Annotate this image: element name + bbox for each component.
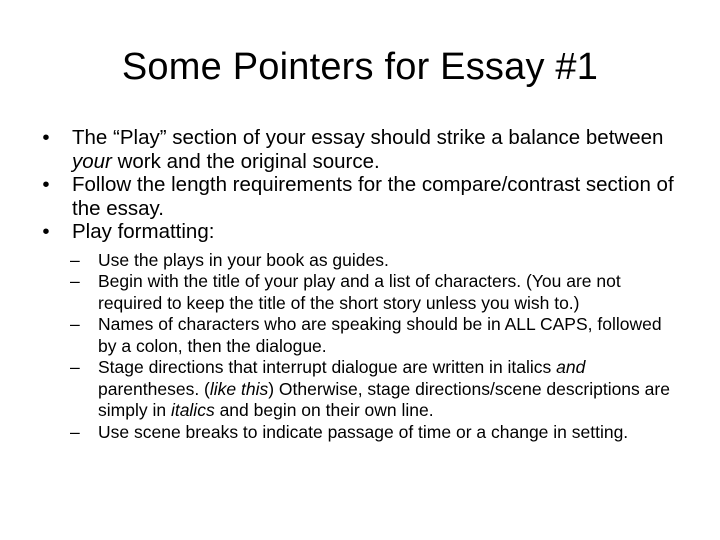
- text-run: Follow the length requirements for the compare/contrast section of the essay.: [72, 173, 674, 220]
- text-run: Play formatting:: [72, 220, 215, 243]
- sub-bullet-text: [98, 271, 621, 313]
- italic-text: and: [556, 357, 586, 377]
- dash-icon: –: [70, 357, 80, 377]
- italic-text: italics: [170, 400, 215, 420]
- text-run: Use the plays in your book as guides.: [98, 249, 389, 270]
- text-run: Stage directions that interrupt dialogue are written in italics: [98, 357, 557, 377]
- bullet-icon: •: [42, 173, 50, 196]
- dash-icon: –: [70, 421, 80, 442]
- italic-text: like this: [209, 378, 269, 399]
- text-run: Begin with the title of your play and a list of characters. (You are not required to keep the title of the short story unless you wish to.): [98, 271, 621, 313]
- text-run: parentheses. (: [98, 378, 210, 399]
- text-run: Names of characters who are speaking should be in ALL CAPS, followed by a colon, then the dialogue.: [98, 314, 662, 356]
- text-run: Use scene breaks to indicate passage of time or a change in setting.: [98, 421, 629, 442]
- sub-bullet-item: [36, 357, 676, 422]
- text-run: ) Otherwise, stage directions/scene descriptions are simply in: [98, 378, 670, 420]
- text-run: The “Play” section of your essay should strike a balance between: [72, 126, 664, 149]
- bullet-text: [72, 173, 674, 220]
- text-run: work and the original source.: [111, 149, 380, 173]
- bullet-item: [36, 220, 676, 244]
- bullet-icon: •: [42, 126, 50, 149]
- bullet-icon: •: [42, 220, 50, 243]
- slide-title: Some Pointers for Essay #1: [121, 46, 599, 88]
- italic-text: your: [72, 149, 112, 173]
- sub-bullet-text: [98, 314, 662, 356]
- sub-bullet-item: [36, 422, 676, 444]
- bullet-item: [36, 126, 676, 173]
- sub-bullet-list: [36, 244, 676, 444]
- bullet-text: [72, 126, 663, 173]
- bullet-item: [36, 173, 676, 220]
- dash-icon: –: [70, 271, 80, 291]
- sub-bullet-item: [36, 250, 676, 272]
- sub-bullet-text: [98, 357, 670, 420]
- sub-bullet-item: [36, 271, 676, 314]
- sub-bullet-text: [98, 250, 389, 270]
- dash-icon: –: [70, 314, 80, 334]
- bullet-text: [72, 220, 214, 243]
- dash-icon: –: [70, 249, 80, 270]
- sub-bullet-text: [98, 422, 628, 442]
- sub-bullet-item: [36, 314, 676, 357]
- text-run: and begin on their own line.: [214, 400, 434, 420]
- bullet-list: [36, 126, 676, 443]
